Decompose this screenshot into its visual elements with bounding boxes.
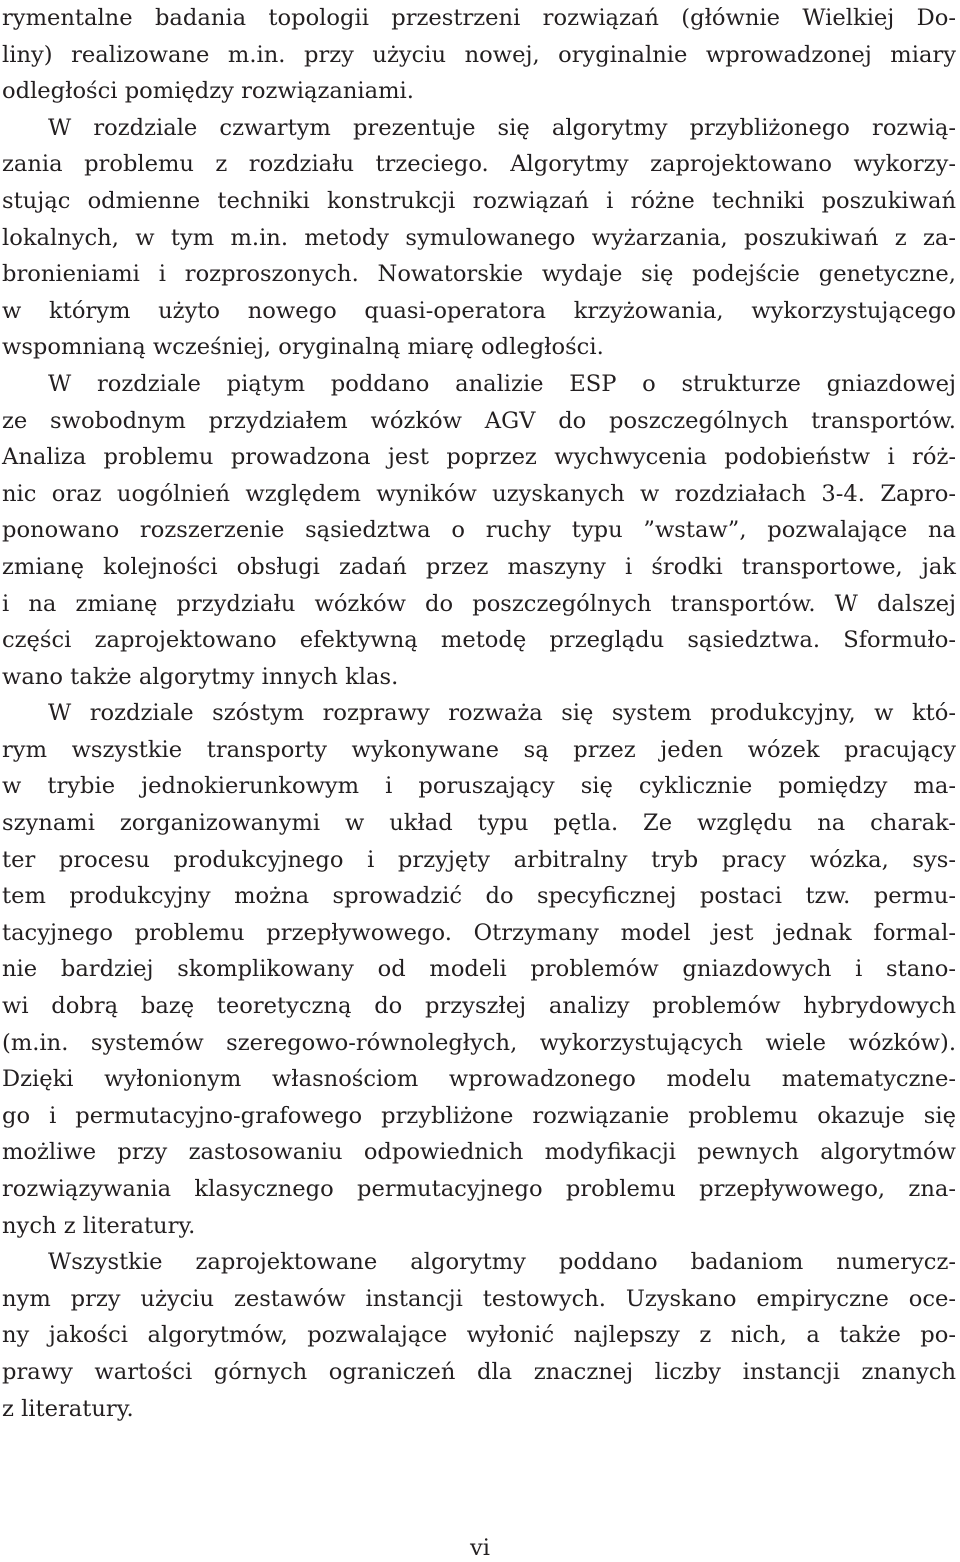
text-line: tacyjnego problemu przepływowego. Otrzymany model jest jednak formal- (2, 919, 956, 946)
text-line: zania problemu z rozdziału trzeciego. Algorytmy zaprojektowano wykorzy- (2, 151, 956, 178)
text-line: liny) realizowane m.in. przy użyciu nowej, oryginalnie wprowadzonej miary (2, 41, 956, 68)
text-line: stując odmienne techniki konstrukcji rozwiązań i różne techniki poszukiwań (2, 187, 956, 214)
text-line: W rozdziale czwartym prezentuje się algorytmy przybliżonego rozwią- (48, 114, 956, 141)
text-line: Analiza problemu prowadzona jest poprzez wychwycenia podobieństw i róż- (2, 444, 956, 471)
text-line: nic oraz uogólnień względem wyników uzyskanych w rozdziałach 3-4. Zapro- (2, 480, 956, 507)
text-line: bronieniami i rozproszonych. Nowatorskie wydaje się podejście genetyczne, (2, 261, 956, 288)
text-line: (m.in. systemów szeregowo-równoległych, wykorzystujących wiele wózków). (2, 1029, 956, 1056)
text-line: nym przy użyciu zestawów instancji testowych. Uzyskano empiryczne oce- (2, 1285, 956, 1312)
text-line: w którym użyto nowego quasi-operatora krzyżowania, wykorzystującego (2, 297, 956, 324)
text-line: rymentalne badania topologii przestrzeni rozwiązań (głównie Wielkiej Do- (2, 5, 956, 31)
text-line: W rozdziale szóstym rozprawy rozważa się system produkcyjny, w któ- (48, 700, 956, 727)
text-line: lokalnych, w tym m.in. metody symulowanego wyżarzania, poszukiwań z za- (2, 224, 956, 251)
text-line: ny jakości algorytmów, pozwalające wyłonić najlepszy z nich, a także po- (2, 1322, 956, 1349)
text-line: odległości pomiędzy rozwiązaniami. (2, 78, 414, 105)
paragraph (2, 1244, 956, 1427)
page-number: vi (470, 1535, 490, 1561)
text-line: nych z literatury. (2, 1212, 196, 1239)
text-line: ter procesu produkcyjnego i przyjęty arbitralny tryb pracy wózka, sys- (2, 846, 956, 873)
text-line: części zaprojektowano efektywną metodę przeglądu sąsiedztwa. Sformuło- (2, 627, 956, 654)
text-line: z literatury. (2, 1395, 134, 1422)
text-line: Wszystkie zaprojektowane algorytmy poddano badaniom numerycz- (48, 1249, 956, 1276)
text-line: wano także algorytmy innych klas. (2, 663, 399, 690)
text-line: prawy wartości górnych ograniczeń dla znacznej liczby instancji znanych (2, 1358, 956, 1385)
text-line: zmianę kolejności obsługi zadań przez maszyny i środki transportowe, jak (2, 553, 956, 580)
text-line: nie bardziej skomplikowany od modeli problemów gniazdowych i stano- (2, 956, 956, 983)
text-line: wspomnianą wcześniej, oryginalną miarę odległości. (2, 334, 604, 361)
text-line: go i permutacyjno-grafowego przybliżone rozwiązanie problemu okazuje się (2, 1102, 956, 1129)
text-line: rozwiązywania klasycznego permutacyjnego problemu przepływowego, zna- (2, 1176, 956, 1202)
text-line: tem produkcyjny można sprowadzić do specyficznej postaci tzw. permu- (2, 883, 956, 910)
text-line: wi dobrą bazę teoretyczną do przyszłej analizy problemów hybrydowych (2, 993, 956, 1020)
text-line: ze swobodnym przydziałem wózków AGV do poszczególnych transportów. (2, 407, 956, 434)
text-line: w trybie jednokierunkowym i poruszający się cyklicznie pomiędzy ma- (2, 773, 956, 800)
body-text (2, 0, 956, 1427)
text-line: Dzięki wyłonionym własnościom wprowadzonego modelu matematyczne- (2, 1066, 956, 1093)
text-line: rym wszystkie transporty wykonywane są przez jeden wózek pracujący (2, 736, 956, 763)
paragraph (2, 110, 956, 366)
paragraph (2, 695, 956, 1244)
text-line: ponowano rozszerzenie sąsiedztwa o ruchy typu ”wstaw”, pozwalające na (2, 517, 956, 544)
paragraph (2, 0, 956, 110)
paragraph (2, 366, 956, 695)
text-line: szynami zorganizowanymi w układ typu pętla. Ze względu na charak- (2, 810, 956, 837)
text-line: możliwe przy zastosowaniu odpowiednich modyfikacji pewnych algorytmów (2, 1139, 956, 1166)
text-line: i na zmianę przydziału wózków do poszczególnych transportów. W dalszej (2, 590, 956, 617)
text-line: W rozdziale piątym poddano analizie ESP o strukturze gniazdowej (48, 370, 956, 397)
